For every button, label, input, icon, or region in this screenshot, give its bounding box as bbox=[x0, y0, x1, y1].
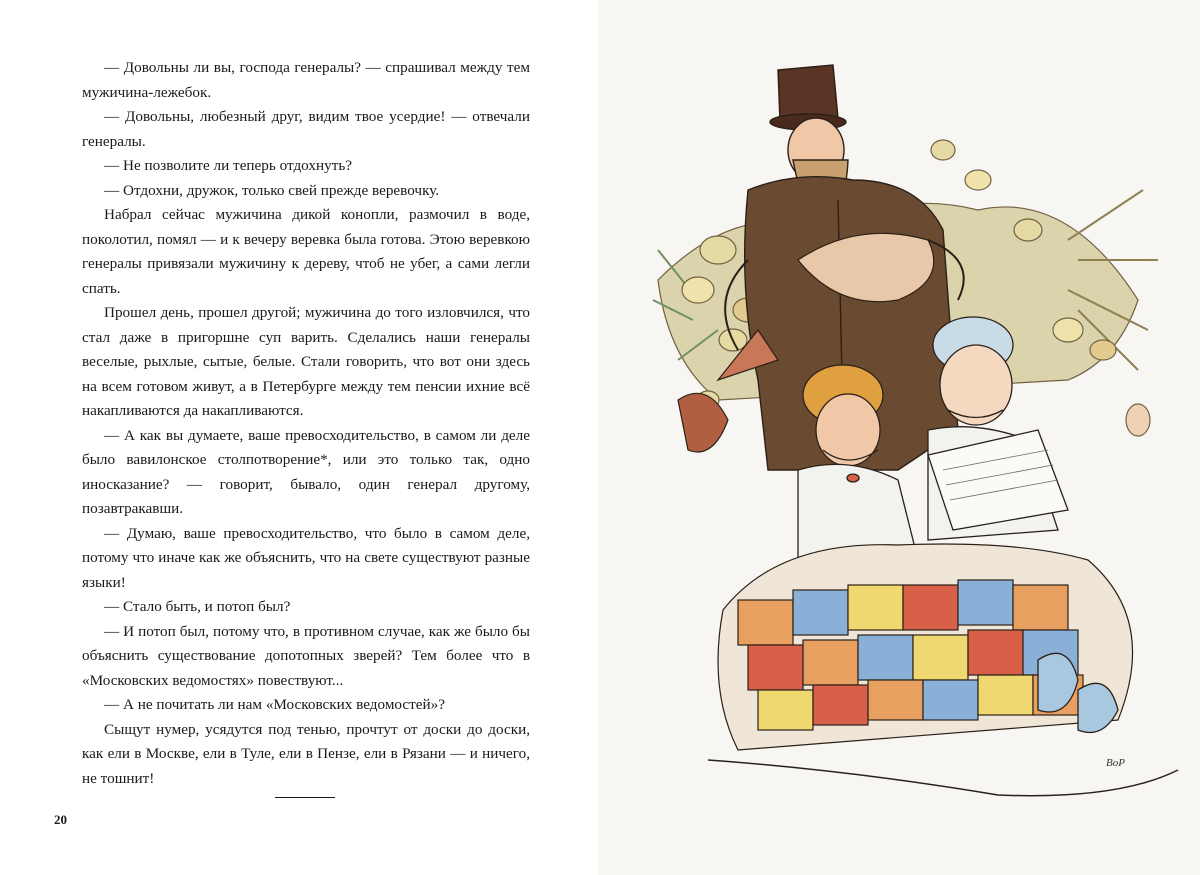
section-end-rule bbox=[275, 797, 335, 798]
right-page bbox=[598, 0, 1200, 875]
paragraph: — И потоп был, потому что, в противном случае, как же было бы объяснить существование допотопных зверей? Тем более что в «Московских ведомостях» повествуют... bbox=[82, 622, 530, 689]
paragraph: Прошел день, прошел другой; мужичина до того изловчился, что стал даже в пригоршне суп варить. Сделались наши генералы веселые, рыхлые, сытые, белые. Стали говорить, что вот они здесь на всем готовом живут, а в Петербурге между тем пенсии ихние всё накапливаются да накапливаются. bbox=[82, 304, 530, 419]
paragraph: — Стало быть, и потоп был? bbox=[104, 598, 291, 615]
paragraph: Набрал сейчас мужичина дикой конопли, размочил в воде, поколотил, помял — и к вечеру веревка была готова. Этою веревкою генералы привязали мужичину к дереву, чтоб не убег, а сами легли спать. bbox=[82, 206, 530, 297]
artist-signature: ВоР bbox=[1106, 757, 1125, 769]
paragraph: — Отдохни, дружок, только свей прежде веревочку. bbox=[104, 181, 440, 199]
paragraph: — Не позволите ли теперь отдохнуть? bbox=[104, 157, 353, 174]
paragraph: — А не почитать ли нам «Московских ведомостей»? bbox=[104, 696, 445, 713]
illustration-generals-and-peasant bbox=[598, 0, 1200, 875]
story-text bbox=[82, 56, 530, 791]
paragraph: — А как вы думаете, ваше превосходительство, в самом ли деле было вавилонское столпотворение*, или это только так, одно иносказание? — говорит, бывало, один генерал другому, позавтракавши. bbox=[82, 426, 530, 517]
paragraph: — Думаю, ваше превосходительство, что было в самом деле, потому что иначе как же объяснить, что на свете существуют разные языки! bbox=[82, 524, 530, 591]
paragraph: Сыщут нумер, усядутся под тенью, прочтут от доски до доски, как ели в Москве, ели в Туле, ели в Пензе, ели в Рязани — и ничего, не тошнит! bbox=[82, 720, 530, 787]
paragraph: — Довольны, любезный друг, видим твое усердие! — отвечали генералы. bbox=[82, 108, 530, 150]
page-number: 20 bbox=[54, 812, 67, 827]
patchwork-quilt bbox=[718, 544, 1133, 750]
left-page bbox=[0, 0, 598, 875]
paragraph: — Довольны ли вы, господа генералы? — спрашивал между тем мужичина-лежебок. bbox=[82, 59, 530, 101]
